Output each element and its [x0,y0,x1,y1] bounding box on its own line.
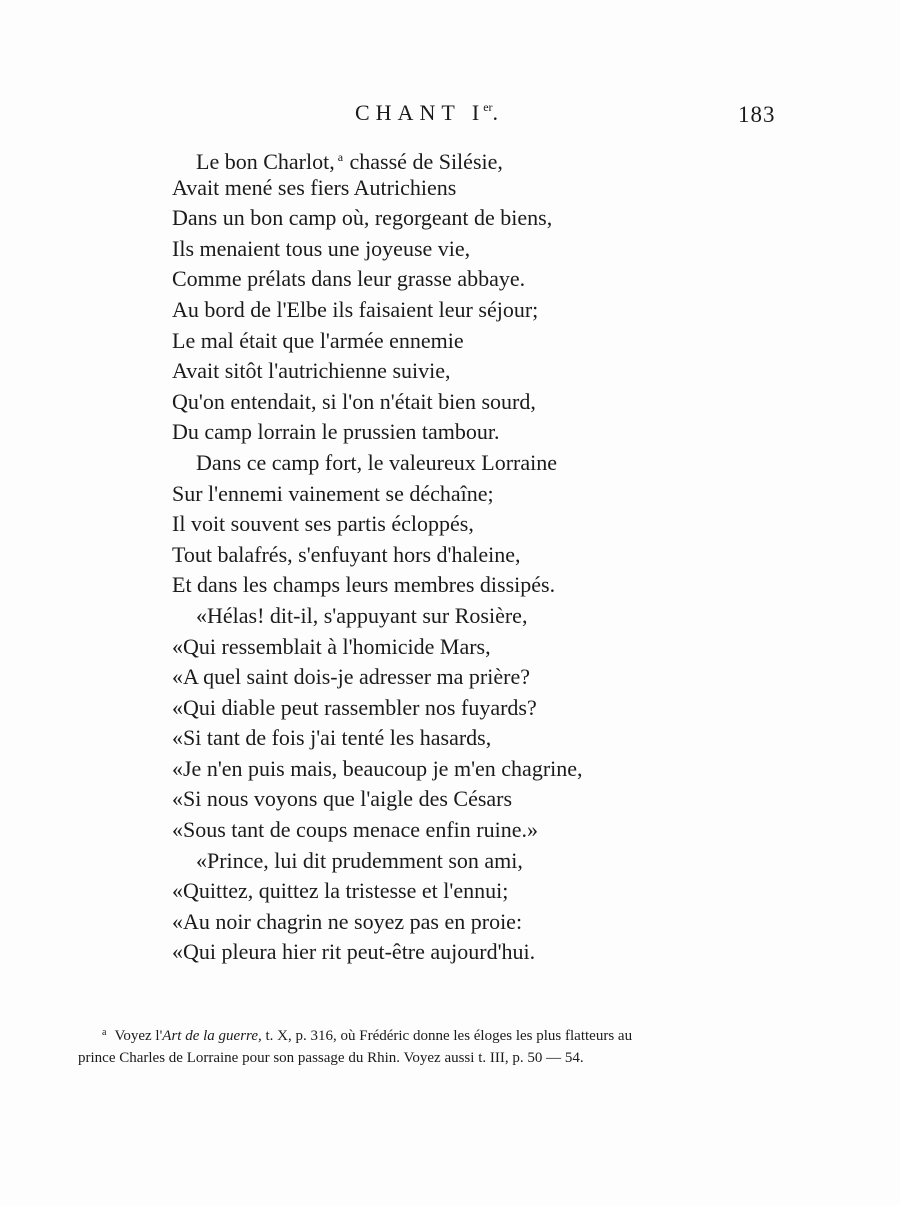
poem-line: Avait sitôt l'autrichienne suivie, [172,358,451,384]
poem-line [172,142,692,173]
chant-title [355,100,504,126]
footnote-text: t. X, p. 316, où Frédéric donne les éloges les plus flatteurs au [261,1028,633,1044]
poem-line: Le mal était que l'armée ennemie [172,327,464,353]
poem-line: Et dans les champs leurs membres dissipés. [172,572,556,598]
poem-line: «Au noir chagrin ne soyez pas en proie: [172,908,523,934]
poem-line: «Si tant de fois j'ai tenté les hasards, [172,725,492,751]
footnote-book-title: Art de la guerre, [162,1028,262,1044]
footnote-reference[interactable]: a [337,150,344,164]
poem-text [172,142,692,968]
running-head [0,98,900,132]
poem-line: «Si nous voyons que l'aigle des Césars [172,786,513,812]
poem-line: «Je n'en puis mais, beaucoup je m'en chagrine, [172,755,583,781]
poem-line: «Hélas! dit-il, s'appuyant sur Rosière, [196,602,528,628]
footnote-line [78,1022,778,1047]
poem-line: Au bord de l'Elbe ils faisaient leur séjour; [172,296,539,322]
poem-line-text-start: Le bon Charlot, [196,149,335,174]
poem-line: Sur l'ennemi vainement se déchaîne; [172,480,494,506]
poem-line: Qu'on entendait, si l'on n'était bien sourd, [172,388,536,414]
chant-trailing: . [492,100,505,125]
poem-line: «Prince, lui dit prudemment son ami, [196,847,523,873]
poem-line-text-end: chassé de Silésie, [344,149,503,174]
footnote [78,1022,778,1069]
poem-line: Comme prélats dans leur grasse abbaye. [172,266,526,292]
poem-line: Dans un bon camp où, regorgeant de biens, [172,205,553,231]
poem-line: Il voit souvent ses partis écloppés, [172,511,474,537]
poem-line: Du camp lorrain le prussien tambour. [172,419,500,445]
page-number: 183 [738,102,776,127]
poem-line: Tout balafrés, s'enfuyant hors d'haleine, [172,541,521,567]
chant-label: CHANT I [355,100,486,125]
poem-line: «Qui pleura hier rit peut-être aujourd'hui. [172,939,536,965]
poem-line: «Qui ressemblait à l'homicide Mars, [172,633,491,659]
poem-line: «Sous tant de coups menace enfin ruine.» [172,817,538,843]
poem-line: «Qui diable peut rassembler nos fuyards? [172,694,537,720]
footnote-text: Voyez l' [114,1028,163,1044]
poem-line: Ils menaient tous une joyeuse vie, [172,235,471,261]
footnote-marker: a [102,1027,107,1038]
chant-superscript: er [483,100,493,114]
poem-line: Avait mené ses fiers Autrichiens [172,174,457,200]
poem-line: «Quittez, quittez la tristesse et l'ennui; [172,878,509,904]
footnote-line: prince Charles de Lorraine pour son passage du Rhin. Voyez aussi t. III, p. 50 — 54. [78,1050,584,1066]
poem-line: Dans ce camp fort, le valeureux Lorraine [196,449,557,475]
poem-line: «A quel saint dois-je adresser ma prière? [172,664,530,690]
